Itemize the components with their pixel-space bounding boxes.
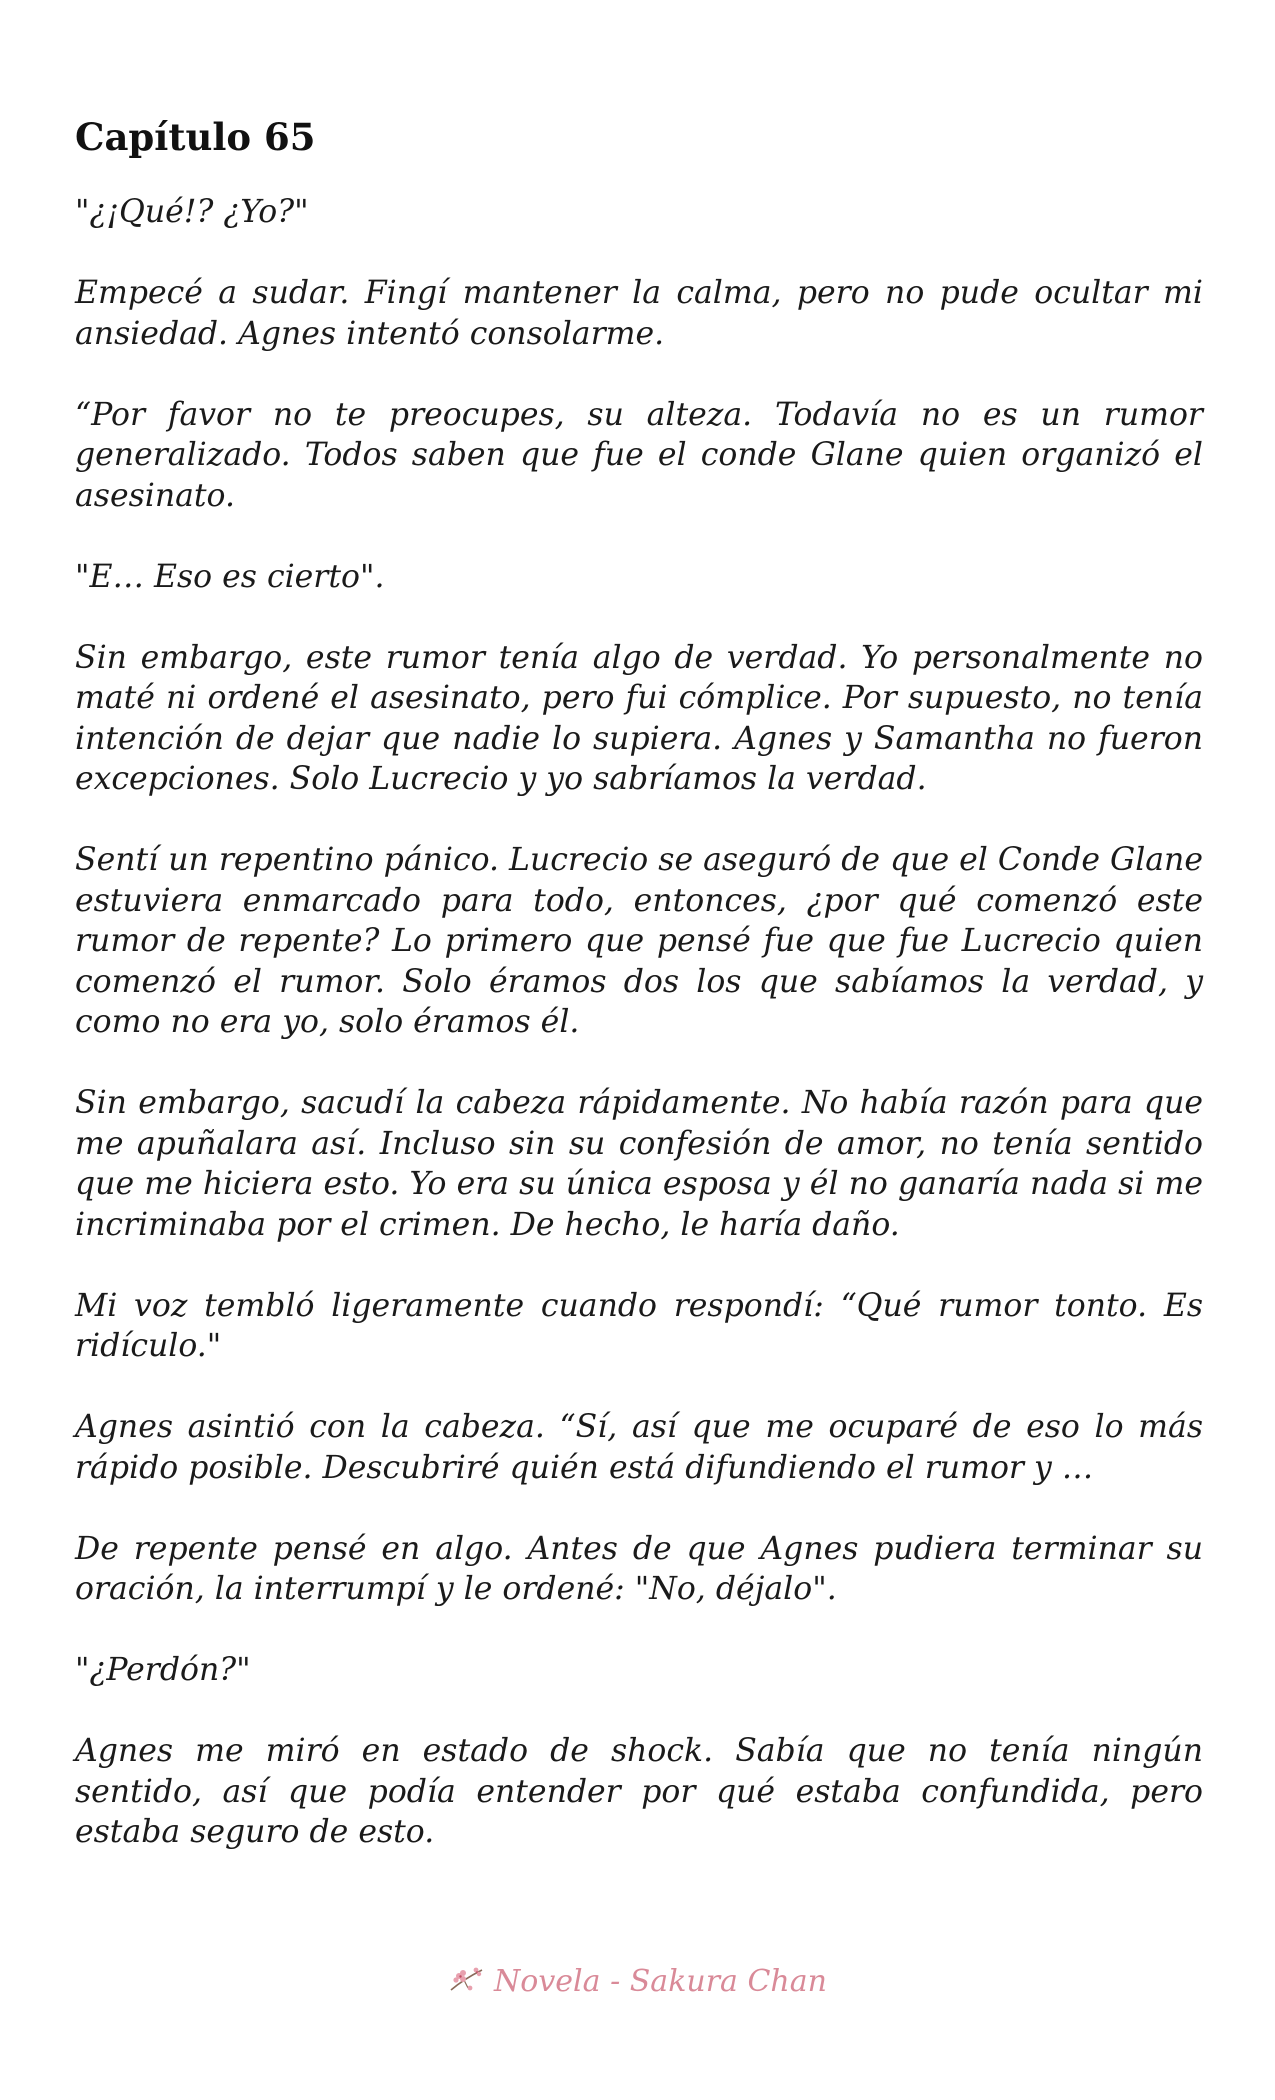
watermark-text: Novela - Sakura Chan (494, 1964, 827, 1999)
paragraph: "¿¡Qué!? ¿Yo?" (75, 194, 309, 230)
paragraph: Agnes asintió con la cabeza. “Sí, así que me ocuparé de eso lo más rápido posible. Descubriré quién está difundiendo el rumor y … (75, 1409, 1203, 1486)
chapter-title: Capítulo 65 (75, 115, 316, 159)
chapter-body (75, 192, 1203, 1853)
paragraph: Sentí un repentino pánico. Lucrecio se aseguró de que el Conde Glane estuviera enmarcado para todo, entonces, ¿por qué comenzó este rumor de repente? Lo primero que pensé fue que fue Lucrecio quien comenzó el rumor. Solo éramos dos los que sabíamos la verdad, y como no era yo, solo éramos él. (75, 842, 1203, 1040)
paragraph: “Por favor no te preocupes, su alteza. Todavía no es un rumor generalizado. Todos saben que fue el conde Glane quien organizó el asesinato. (75, 396, 1203, 514)
paragraph: Sin embargo, este rumor tenía algo de verdad. Yo personalmente no maté ni ordené el asesinato, pero fui cómplice. Por supuesto, no tenía intención de dejar que nadie lo supiera. Agnes y Samantha no fueron excepciones. Solo Lucrecio y yo sabríamos la verdad. (75, 639, 1203, 797)
paragraph: "¿Perdón?" (75, 1652, 251, 1688)
paragraph: Agnes me miró en estado de shock. Sabía que no tenía ningún sentido, así que podía entender por qué estaba confundida, pero estaba seguro de esto. (75, 1733, 1203, 1850)
cherry-blossom-icon (448, 1964, 486, 2002)
paragraph: "E… Eso es cierto". (75, 558, 385, 595)
paragraph: Mi voz tembló ligeramente cuando respondí: “Qué rumor tonto. Es ridículo." (75, 1287, 1203, 1364)
paragraph: De repente pensé en algo. Antes de que Agnes pudiera terminar su oración, la interrumpí y le ordené: "No, déjalo". (75, 1530, 1203, 1607)
paragraph: Sin embargo, sacudí la cabeza rápidamente. No había razón para que me apuñalara así. Incluso sin su confesión de amor, no tenía sentido que me hiciera esto. Yo era su única esposa y él no ganaría nada si me incriminaba por el crimen. De hecho, le haría daño. (75, 1085, 1203, 1243)
paragraph: Empecé a sudar. Fingí mantener la calma, pero no pude ocultar mi ansiedad. Agnes intentó consolarme. (75, 275, 1203, 352)
watermark (0, 1964, 1275, 2002)
